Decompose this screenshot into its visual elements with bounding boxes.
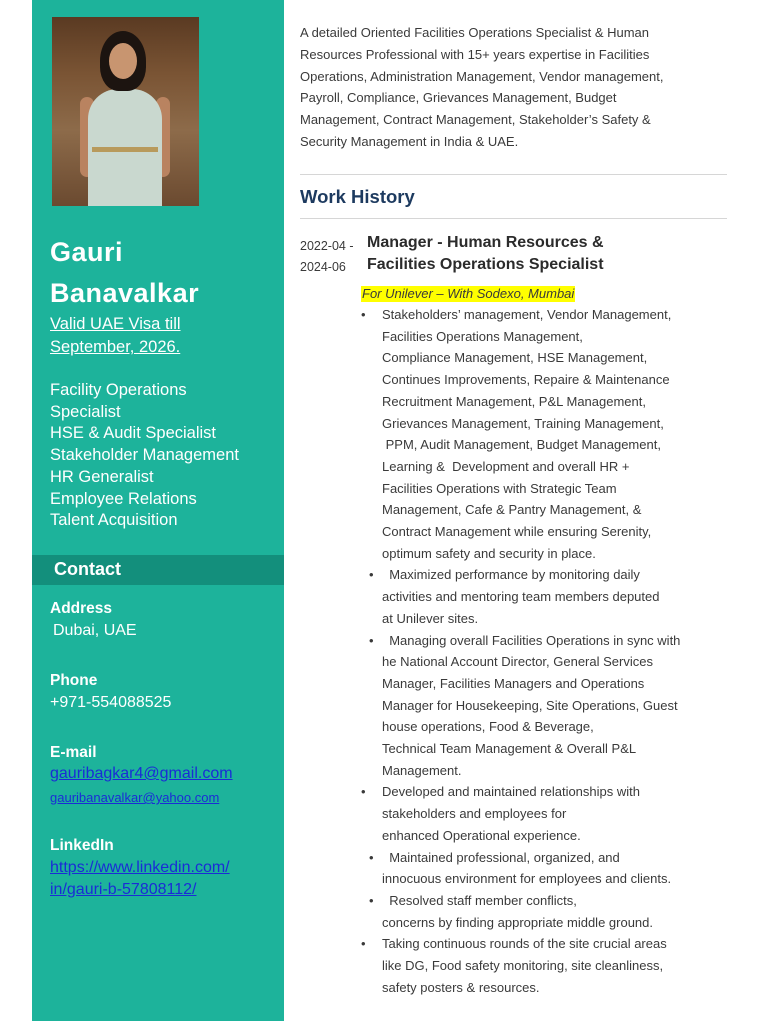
duty-line: Managing overall Facilities Operations in sync with bbox=[382, 632, 681, 648]
duty-line: safety posters & resources. bbox=[382, 979, 540, 995]
duty-item bbox=[369, 564, 727, 629]
skill-item: Specialist bbox=[50, 402, 121, 421]
bullet-icon: • bbox=[361, 307, 366, 322]
first-name: Gauri bbox=[50, 237, 124, 267]
email-link-primary[interactable]: gauribagkar4@gmail.com bbox=[50, 765, 233, 782]
job-duties-list bbox=[361, 304, 727, 999]
email-label: E-mail bbox=[50, 744, 97, 761]
skill-item: Facility Operations bbox=[50, 381, 187, 399]
section-title-work-history: Work History bbox=[300, 186, 415, 207]
profile-photo bbox=[52, 17, 199, 206]
bullet-icon: • bbox=[369, 567, 374, 583]
duty-line: Stakeholders’ management, Vendor Management, bbox=[382, 307, 672, 322]
duty-line: activities and mentoring team members deputed bbox=[382, 589, 660, 605]
bullet-icon: • bbox=[369, 632, 374, 648]
duty-line: Facilities Operations Management, bbox=[382, 328, 583, 344]
phone-value: +971-554088525 bbox=[50, 694, 172, 711]
duty-line: Management, Cafe & Pantry Management, & bbox=[382, 502, 642, 518]
divider bbox=[300, 174, 727, 175]
duty-line: stakeholders and employees for bbox=[382, 806, 567, 822]
duty-item bbox=[361, 781, 727, 846]
last-name: Banavalkar bbox=[50, 278, 200, 308]
duty-line: Maintained professional, organized, and bbox=[382, 849, 620, 865]
duty-line: Facilities Operations with Strategic Team bbox=[382, 480, 617, 496]
duty-item bbox=[369, 847, 727, 890]
duty-line: Contract Management while ensuring Serenity, bbox=[382, 524, 652, 540]
bullet-icon: • bbox=[369, 892, 374, 908]
duty-item bbox=[361, 304, 727, 564]
linkedin-link[interactable]: https://www.linkedin.com/ in/gauri-b-57808112/ bbox=[50, 859, 230, 898]
skill-item: Talent Acquisition bbox=[50, 511, 178, 530]
duty-line: Maximized performance by monitoring daily bbox=[382, 567, 640, 583]
duty-line: Technical Team Management & Overall P&L bbox=[382, 741, 637, 757]
divider bbox=[300, 218, 727, 219]
email-link-secondary[interactable]: gauribanavalkar@yahoo.com bbox=[50, 790, 220, 805]
duty-line: house operations, Food & Beverage, bbox=[382, 719, 594, 735]
duty-line: Developed and maintained relationships with bbox=[382, 784, 640, 800]
phone-label: Phone bbox=[50, 672, 98, 689]
bullet-icon: • bbox=[369, 849, 374, 865]
bullet-icon: • bbox=[361, 784, 366, 800]
duty-line: PPM, Audit Management, Budget Management, bbox=[382, 437, 661, 453]
duty-line: Recruitment Management, P&L Management, bbox=[382, 393, 646, 409]
duty-item bbox=[361, 933, 727, 998]
address-value: Dubai, UAE bbox=[53, 622, 137, 639]
duty-item bbox=[369, 630, 727, 782]
visa-status: Valid UAE Visa till September, 2026. bbox=[50, 315, 181, 356]
duty-line: Learning & Development and overall HR + bbox=[382, 458, 630, 474]
linkedin-label: LinkedIn bbox=[50, 837, 114, 854]
duty-line: Manager, Facilities Managers and Operations bbox=[382, 675, 645, 691]
job-company: For Unilever – With Sodexo, Mumbai bbox=[362, 286, 575, 301]
duty-line: Manager for Housekeeping, Site Operations, Guest bbox=[382, 697, 678, 713]
duty-line: enhanced Operational experience. bbox=[382, 827, 581, 843]
candidate-name bbox=[50, 232, 199, 314]
job-dates: 2022-04 - 2024-06 bbox=[300, 239, 354, 274]
duty-line: Management. bbox=[382, 762, 462, 778]
duty-line: he National Account Director, General Services bbox=[382, 654, 653, 670]
duty-line: at Unilever sites. bbox=[382, 610, 479, 626]
job-title: Manager - Human Resources & Facilities Operations Specialist bbox=[367, 234, 604, 273]
professional-summary: A detailed Oriented Facilities Operations Specialist & Human Resources Professional with 15+ years expertise in Facilities Operations, Administration Management, Vendor management, Payroll, Compliance, Grievances Management, Budget Management, Contract Management, Stakeholder’s Safety & Security Management in India & UAE. bbox=[300, 25, 664, 149]
duty-line: concerns by finding appropriate middle ground. bbox=[382, 914, 654, 930]
contact-title: Contact bbox=[54, 559, 121, 579]
address-label: Address bbox=[50, 600, 113, 617]
skill-item: Stakeholder Management bbox=[50, 446, 239, 465]
skill-item: HR Generalist bbox=[50, 467, 154, 486]
bullet-icon: • bbox=[361, 936, 366, 952]
duty-line: Resolved staff member conflicts, bbox=[382, 892, 577, 908]
duty-line: Grievances Management, Training Management, bbox=[382, 415, 664, 431]
duty-line: like DG, Food safety monitoring, site cleanliness, bbox=[382, 958, 664, 974]
duty-line: optimum safety and security in place. bbox=[382, 545, 596, 561]
duty-line: Taking continuous rounds of the site crucial areas bbox=[382, 936, 667, 952]
duty-line: innocuous environment for employees and clients. bbox=[382, 871, 672, 887]
duty-line: Compliance Management, HSE Management, bbox=[382, 350, 648, 366]
skills-list bbox=[50, 380, 280, 532]
duty-item bbox=[369, 890, 727, 933]
sidebar bbox=[32, 0, 284, 1021]
skill-item: Employee Relations bbox=[50, 489, 197, 508]
duty-line: Continues Improvements, Repaire & Maintenance bbox=[382, 372, 670, 388]
skill-item: HSE & Audit Specialist bbox=[50, 424, 216, 443]
